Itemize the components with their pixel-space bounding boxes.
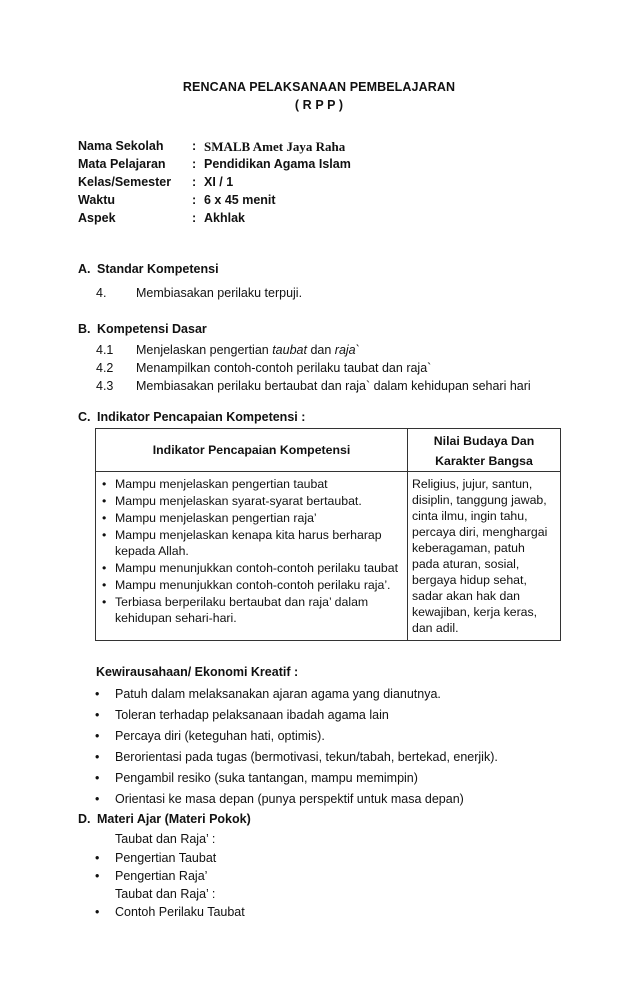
list-item — [102, 510, 403, 526]
doc-subtitle: ( R P P ) — [294, 98, 344, 112]
bullet-icon: • — [95, 869, 100, 883]
list-item-text: Berorientasi pada tugas (bermotivasi, tekun/tabah, bertekad, enerjik). — [115, 750, 498, 764]
identity-colon: : — [192, 193, 197, 207]
bullet-icon: • — [102, 494, 107, 508]
kd-item-text: Menampilkan contoh-contoh perilaku taubat dan raja` — [136, 361, 432, 375]
identity-label-aspect: Aspek — [78, 211, 116, 225]
list-item-text: Pengertian Raja’ — [115, 869, 208, 883]
kd-item-text: Menjelaskan pengertian taubat dan raja` — [136, 343, 360, 357]
identity-value-class: XI / 1 — [204, 175, 234, 189]
list-item — [102, 527, 403, 559]
materi-subheading: Taubat dan Raja’ : — [115, 832, 216, 846]
bullet-icon: • — [102, 561, 107, 575]
identity-colon: : — [192, 139, 197, 153]
table-header-values — [408, 429, 561, 472]
section-b-letter: B. — [78, 322, 91, 336]
values-cell: Religius, jujur, santun, disiplin, tanggung jawab, cinta ilmu, ingin tahu, percaya diri, menghargai keberagaman, patuh pada aturan, sosial, bergaya hidup sehat, sadar akan hak dan kewajiban, kerja keras, dan adil. — [408, 472, 561, 641]
indicator-table — [95, 428, 561, 641]
list-item — [102, 476, 403, 492]
identity-value-school: SMALB Amet Jaya Raha — [204, 139, 346, 154]
header-values-line2: Karakter Bangsa — [435, 454, 533, 468]
bullet-icon: • — [102, 511, 107, 525]
bullet-icon: • — [102, 578, 107, 592]
indicator-text: Mampu menjelaskan kenapa kita harus berharap kepada Allah. — [115, 528, 382, 558]
bullet-icon: • — [95, 729, 100, 743]
identity-value-time: 6 x 45 menit — [204, 193, 276, 207]
section-d-letter: D. — [78, 812, 91, 826]
list-item — [102, 560, 403, 576]
section-a-heading: Standar Kompetensi — [97, 262, 219, 276]
kd-item-number: 4.2 — [96, 361, 114, 375]
identity-label-school: Nama Sekolah — [78, 139, 164, 153]
indicator-text: Terbiasa berperilaku bertaubat dan raja’ dalam kehidupan sehari-hari. — [115, 595, 369, 625]
section-c-letter: C. — [78, 410, 91, 424]
identity-label-class: Kelas/Semester — [78, 175, 172, 189]
bullet-icon: • — [95, 792, 100, 806]
identity-colon: : — [192, 211, 197, 225]
bullet-icon: • — [95, 708, 100, 722]
bullet-icon: • — [95, 750, 100, 764]
kd-item-text: Membiasakan perilaku bertaubat dan raja` dalam kehidupan sehari hari — [136, 379, 531, 393]
doc-title: RENCANA PELAKSANAAN PEMBELAJARAN — [182, 80, 456, 94]
indicator-text: Mampu menjelaskan syarat-syarat bertaubat. — [115, 494, 362, 508]
kewirausahaan-heading: Kewirausahaan/ Ekonomi Kreatif : — [96, 665, 299, 679]
list-item — [102, 577, 403, 593]
kd-item-number: 4.3 — [96, 379, 114, 393]
kd-item-number: 4.1 — [96, 343, 114, 357]
list-item — [102, 594, 403, 626]
section-b-heading: Kompetensi Dasar — [97, 322, 207, 336]
indicator-text: Mampu menunjukkan contoh-contoh perilaku taubat — [115, 561, 399, 575]
sk-item-text: Membiasakan perilaku terpuji. — [136, 286, 303, 300]
identity-colon: : — [192, 157, 197, 171]
section-c-heading: Indikator Pencapaian Kompetensi : — [97, 410, 306, 424]
identity-value-subject: Pendidikan Agama Islam — [204, 157, 351, 171]
list-item-text: Toleran terhadap pelaksanaan ibadah agama lain — [115, 708, 389, 722]
list-item — [102, 493, 403, 509]
bullet-icon: • — [102, 595, 107, 609]
list-item-text: Orientasi ke masa depan (punya perspektif untuk masa depan) — [115, 792, 464, 806]
list-item-text: Pengertian Taubat — [115, 851, 217, 865]
list-item-text: Patuh dalam melaksanakan ajaran agama yang dianutnya. — [115, 687, 441, 701]
bullet-icon: • — [95, 687, 100, 701]
list-item-text: Percaya diri (keteguhan hati, optimis). — [115, 729, 325, 743]
indicator-text: Mampu menjelaskan pengertian taubat — [115, 477, 328, 491]
table-header-indicator: Indikator Pencapaian Kompetensi — [96, 429, 408, 472]
identity-value-aspect: Akhlak — [204, 211, 245, 225]
section-a-letter: A. — [78, 262, 91, 276]
list-item-text: Pengambil resiko (suka tantangan, mampu memimpin) — [115, 771, 418, 785]
section-d-heading: Materi Ajar (Materi Pokok) — [97, 812, 251, 826]
bullet-icon: • — [95, 851, 100, 865]
table-row — [96, 472, 561, 641]
bullet-icon: • — [102, 528, 107, 542]
bullet-icon: • — [102, 477, 107, 491]
identity-label-time: Waktu — [78, 193, 116, 207]
bullet-icon: • — [95, 905, 100, 919]
sk-item-number: 4. — [96, 286, 107, 300]
header-values-line1: Nilai Budaya Dan — [433, 434, 535, 448]
identity-label-subject: Mata Pelajaran — [78, 157, 166, 171]
bullet-icon: • — [95, 771, 100, 785]
indicator-text: Mampu menjelaskan pengertian raja’ — [115, 511, 317, 525]
indicator-text: Mampu menunjukkan contoh-contoh perilaku raja’. — [115, 578, 391, 592]
table-header-row — [96, 429, 561, 472]
materi-subheading: Taubat dan Raja’ : — [115, 887, 216, 901]
indicator-cell — [96, 472, 408, 641]
list-item-text: Contoh Perilaku Taubat — [115, 905, 245, 919]
identity-colon: : — [192, 175, 197, 189]
